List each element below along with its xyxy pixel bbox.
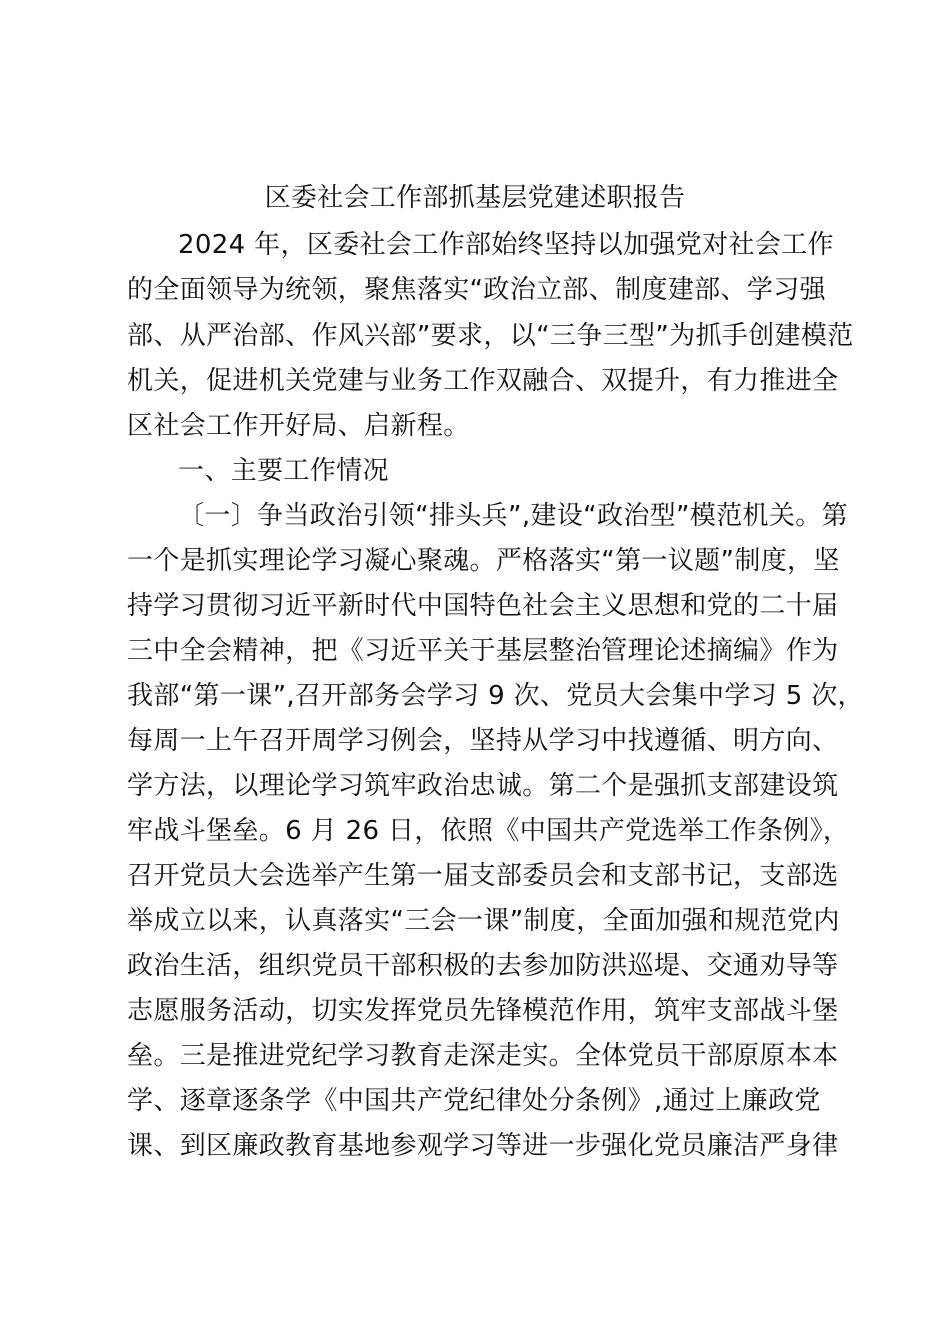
section-heading: 一、主要工作情况 <box>178 456 389 486</box>
paragraph-line: 的全面领导为统领，聚焦落实“政治立部、制度建部、学习强 <box>127 275 826 305</box>
paragraph-line: 政治生活，组织党员干部积极的去参加防洪巡堤、交通劝导等 <box>127 951 839 981</box>
paragraph-line: 每周一上午召开周学习例会，坚持从学习中找遵循、明方向、 <box>127 726 839 756</box>
paragraph-line: 机关，促进机关党建与业务工作双融合、双提升，有力推进全 <box>127 366 839 396</box>
paragraph-line: 志愿服务活动，切实发挥党员先锋模范作用，筑牢支部战斗堡 <box>127 996 839 1026</box>
paragraph-line: 2024 年，区委社会工作部始终坚持以加强党对社会工作 <box>178 230 834 260</box>
paragraph-line: 三中全会精神，把《习近平关于基层整治管理论述摘编》作为 <box>127 636 839 666</box>
paragraph-line: 学方法，以理论学习筑牢政治忠诚。第二个是强抓支部建设筑 <box>127 771 839 801</box>
paragraph-line: 部、从严治部、作风兴部”要求，以“三争三型”为抓手创建模范 <box>127 321 854 351</box>
document-title: 区委社会工作部抓基层党建述职报告 <box>264 183 686 213</box>
paragraph-line: 学、逐章逐条学《中国共产党纪律处分条例》,通过上廉政党 <box>127 1086 821 1116</box>
paragraph-line: 持学习贯彻习近平新时代中国特色社会主义思想和党的二十届 <box>127 591 839 621</box>
paragraph-line: 举成立以来，认真落实“三会一课”制度，全面加强和规范党内 <box>127 906 840 936</box>
paragraph-line: 垒。三是推进党纪学习教育走深走实。全体党员干部原原本本 <box>127 1041 839 1071</box>
paragraph-line: 我部“第一课”,召开部务会学习 9 次、党员大会集中学习 5 次， <box>127 681 864 711</box>
paragraph-line: 牢战斗堡垒。6 月 26 日，依照《中国共产党选举工作条例》， <box>127 816 850 846</box>
paragraph-line: 一个是抓实理论学习凝心聚魂。严格落实“第一议题”制度，坚 <box>127 546 840 576</box>
paragraph-line: 召开党员大会选举产生第一届支部委员会和支部书记，支部选 <box>127 861 839 891</box>
paragraph-line: 课、到区廉政教育基地参观学习等进一步强化党员廉洁严身律 <box>127 1131 839 1161</box>
paragraph-line: 〔一〕争当政治引领“排头兵”,建设“政治型”模范机关。第 <box>178 501 848 531</box>
paragraph-line: 区社会工作开好局、启新程。 <box>127 411 470 441</box>
